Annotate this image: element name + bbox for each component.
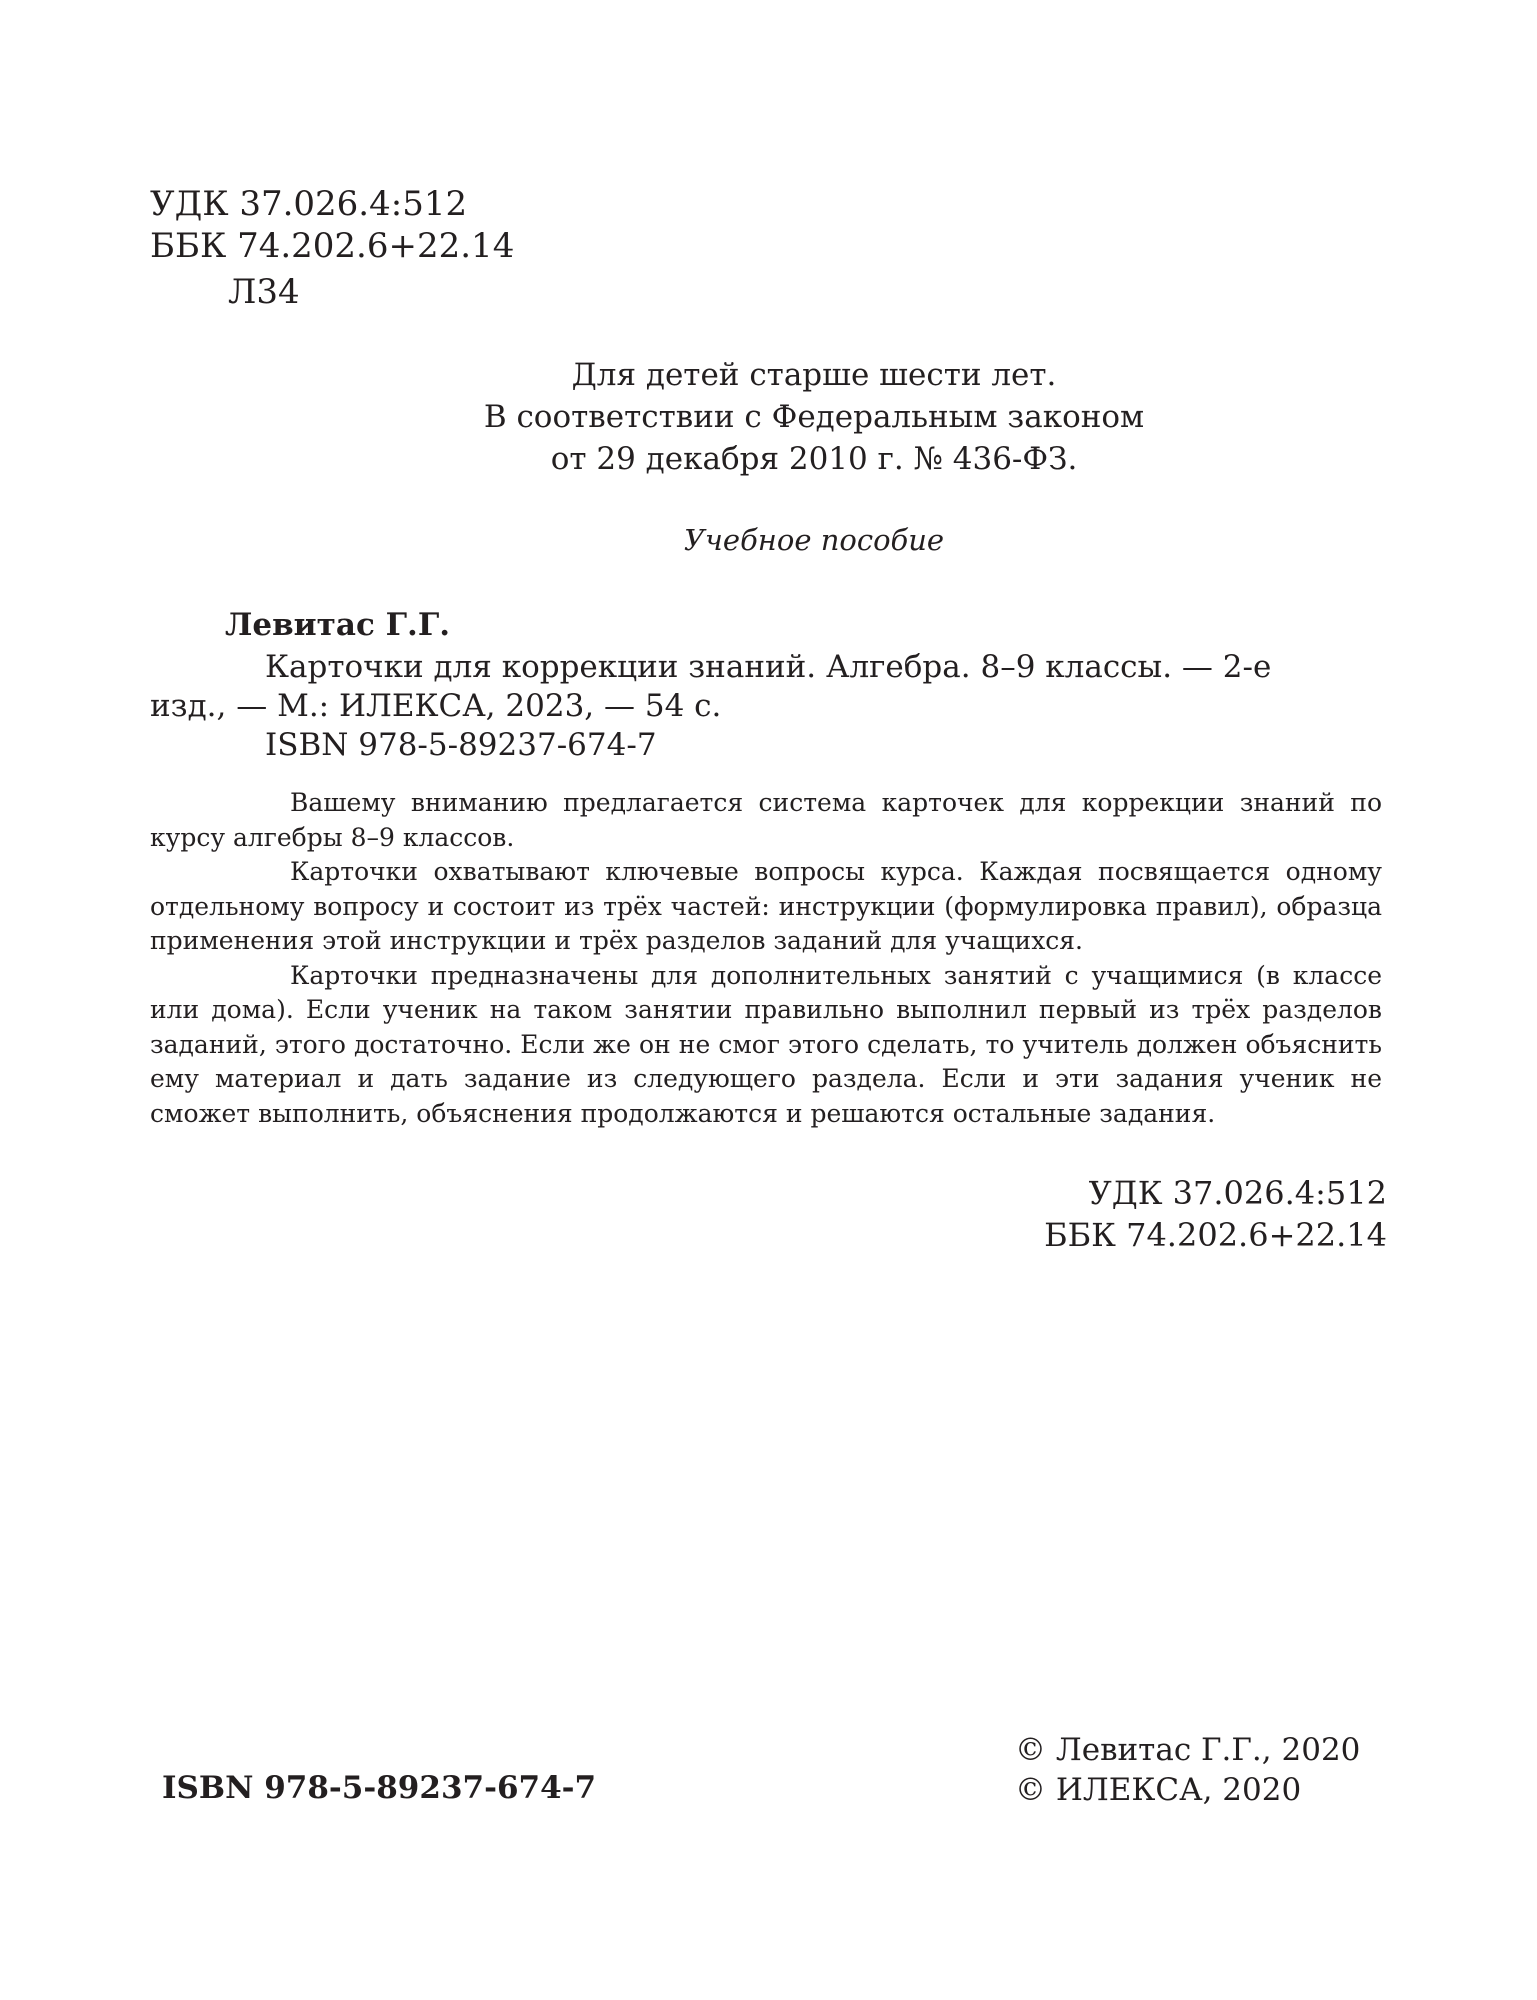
annotation-paragraph: Карточки предназначены для дополнительных занятий с учащимися (в классе или дома). Если ученик на таком занятии правильно выполнил первый из трёх разделов заданий, этого достаточно. Если же он не смог этого сделать, то учитель должен объяснить ему материал и дать задание из следующего раздела. Если и эти задания ученик не сможет выполнить, объяснения продолжаются и решаются остальные задания.: [150, 960, 1382, 1128]
genre-label: Учебное пособие: [683, 523, 945, 557]
copyright-author: © Левитас Г.Г., 2020: [1015, 1732, 1361, 1768]
copyright-publisher: © ИЛЕКСА, 2020: [1015, 1772, 1302, 1808]
annotation-paragraph: Вашему вниманию предлагается система карточек для коррекции знаний по курсу алгебры 8–9 классов.: [150, 788, 1382, 852]
book-title-line: Карточки для коррекции знаний. Алгебра. 8–9 классы. — 2-е: [265, 649, 1272, 685]
age-notice: [404, 354, 1224, 480]
bbk-code: ББК 74.202.6+22.14: [150, 226, 515, 266]
annotation-paragraph: Карточки охватывают ключевые вопросы курса. Каждая посвящается одному отдельному вопросу и состоит из трёх частей: инструкции (формулировка правил), образца применения этой инструкции и трёх разделов заданий для учащихся.: [150, 857, 1382, 955]
book-title-line: изд., — М.: ИЛЕКСА, 2023, — 54 с.: [150, 688, 722, 724]
bbk-code-right: ББК 74.202.6+22.14: [1044, 1216, 1387, 1254]
age-notice-line: от 29 декабря 2010 г. № 436-ФЗ.: [550, 441, 1078, 477]
author-sign: Л34: [228, 272, 300, 312]
age-notice-line: Для детей старше шести лет.: [571, 357, 1057, 393]
isbn-bottom: ISBN 978-5-89237-674-7: [162, 1770, 597, 1806]
udk-code: УДК 37.026.4:512: [150, 184, 468, 224]
annotation: [150, 786, 1382, 1131]
age-notice-line: В соответствии с Федеральным законом: [483, 399, 1145, 435]
author-name: Левитас Г.Г.: [225, 607, 451, 643]
isbn-line: ISBN 978-5-89237-674-7: [265, 727, 657, 763]
udk-code-right: УДК 37.026.4:512: [1088, 1174, 1387, 1212]
